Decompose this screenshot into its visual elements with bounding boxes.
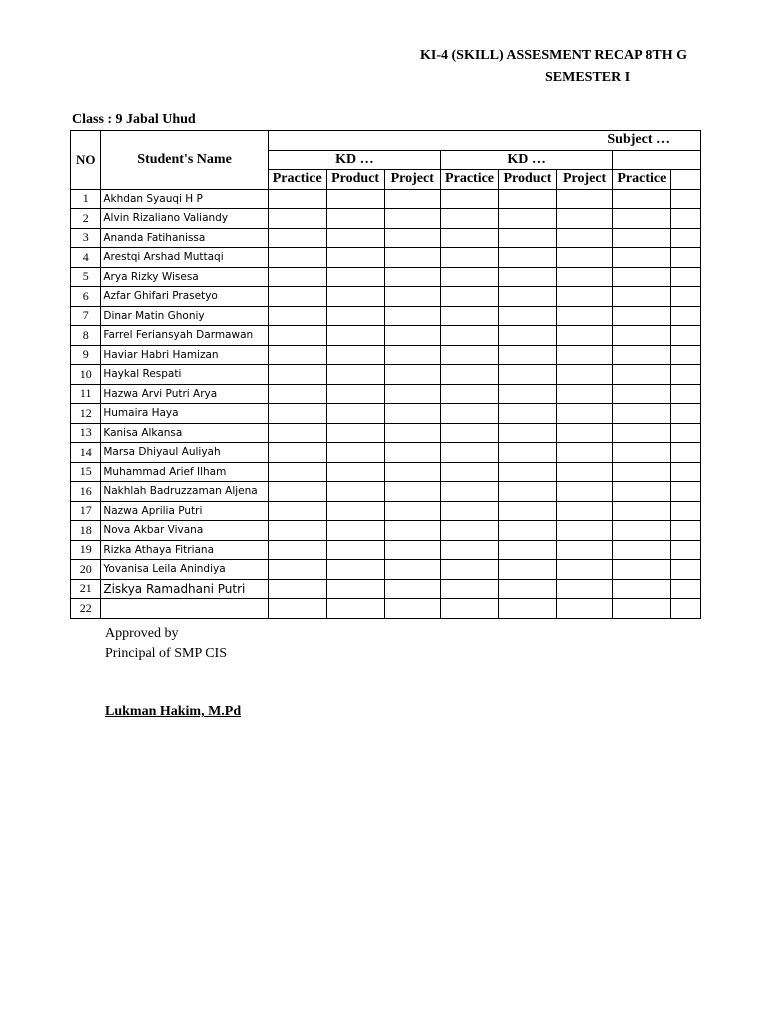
table-row (71, 384, 701, 404)
approved-label: Approved by (105, 626, 179, 641)
score-cell[interactable] (384, 404, 441, 424)
student-name: Farrel Feriansyah Darmawan (101, 326, 268, 346)
score-cell[interactable] (556, 423, 613, 443)
row-number: 10 (71, 365, 101, 385)
assessment-table-wrap (70, 130, 701, 619)
score-cell[interactable] (499, 423, 557, 443)
table-row (71, 287, 701, 307)
table-row (71, 443, 701, 463)
score-cell[interactable] (268, 345, 326, 365)
score-cell[interactable] (384, 462, 441, 482)
score-cell[interactable] (384, 326, 441, 346)
table-row (71, 209, 701, 229)
student-name: Yovanisa Leila Anindiya (101, 560, 268, 580)
table-row (71, 482, 701, 502)
student-name: Alvin Rizaliano Valiandy (101, 209, 268, 229)
score-cell[interactable] (268, 384, 326, 404)
score-cell[interactable] (268, 287, 326, 307)
row-number: 4 (71, 248, 101, 268)
score-cell[interactable] (384, 248, 441, 268)
score-cell[interactable] (613, 228, 671, 248)
row-number: 1 (71, 189, 101, 209)
score-cell[interactable] (671, 209, 701, 229)
score-cell[interactable] (441, 228, 499, 248)
score-cell[interactable] (613, 423, 671, 443)
score-cell[interactable] (556, 365, 613, 385)
score-cell[interactable] (556, 404, 613, 424)
score-cell[interactable] (326, 521, 384, 541)
score-cell[interactable] (326, 228, 384, 248)
table-row (71, 501, 701, 521)
score-cell[interactable] (671, 540, 701, 560)
score-cell[interactable] (268, 443, 326, 463)
score-cell[interactable] (441, 345, 499, 365)
score-cell[interactable] (441, 599, 499, 619)
row-number: 21 (71, 579, 101, 599)
subheader-empty (671, 170, 701, 190)
student-name (101, 599, 268, 619)
table-row (71, 326, 701, 346)
table-row (71, 599, 701, 619)
score-cell[interactable] (384, 501, 441, 521)
score-cell[interactable] (441, 306, 499, 326)
score-cell[interactable] (384, 228, 441, 248)
score-cell[interactable] (326, 189, 384, 209)
score-cell[interactable] (613, 345, 671, 365)
student-name: Nakhlah Badruzzaman Aljena (101, 482, 268, 502)
score-cell[interactable] (613, 579, 671, 599)
score-cell[interactable] (441, 404, 499, 424)
score-cell[interactable] (268, 560, 326, 580)
score-cell[interactable] (384, 540, 441, 560)
score-cell[interactable] (613, 326, 671, 346)
row-number: 5 (71, 267, 101, 287)
score-cell[interactable] (556, 384, 613, 404)
table-row (71, 423, 701, 443)
score-cell[interactable] (268, 267, 326, 287)
student-name: Ananda Fatihanissa (101, 228, 268, 248)
score-cell[interactable] (268, 228, 326, 248)
score-cell[interactable] (441, 579, 499, 599)
score-cell[interactable] (384, 423, 441, 443)
score-cell[interactable] (441, 287, 499, 307)
score-cell[interactable] (671, 462, 701, 482)
score-cell[interactable] (613, 365, 671, 385)
score-cell[interactable] (326, 267, 384, 287)
score-cell[interactable] (326, 287, 384, 307)
score-cell[interactable] (556, 540, 613, 560)
subheader-project: Project (384, 170, 441, 190)
score-cell[interactable] (326, 306, 384, 326)
score-cell[interactable] (384, 560, 441, 580)
row-number: 8 (71, 326, 101, 346)
row-number: 11 (71, 384, 101, 404)
score-cell[interactable] (441, 521, 499, 541)
score-cell[interactable] (613, 384, 671, 404)
score-cell[interactable] (268, 306, 326, 326)
student-name: Arestqi Arshad Muttaqi (101, 248, 268, 268)
score-cell[interactable] (556, 482, 613, 502)
score-cell[interactable] (556, 521, 613, 541)
row-number: 6 (71, 287, 101, 307)
row-number: 12 (71, 404, 101, 424)
score-cell[interactable] (326, 209, 384, 229)
score-cell[interactable] (268, 521, 326, 541)
score-cell[interactable] (326, 326, 384, 346)
score-cell[interactable] (556, 248, 613, 268)
score-cell[interactable] (613, 462, 671, 482)
table-row (71, 365, 701, 385)
score-cell[interactable] (326, 248, 384, 268)
score-cell[interactable] (613, 267, 671, 287)
student-name: Nazwa Aprilia Putri (101, 501, 268, 521)
table-row (71, 306, 701, 326)
table-row (71, 345, 701, 365)
score-cell[interactable] (268, 404, 326, 424)
header-kd-2: KD … (441, 150, 613, 170)
student-name: Dinar Matin Ghoniy (101, 306, 268, 326)
student-name: Hazwa Arvi Putri Arya (101, 384, 268, 404)
score-cell[interactable] (499, 228, 557, 248)
table-row (71, 521, 701, 541)
score-cell[interactable] (326, 560, 384, 580)
score-cell[interactable] (384, 521, 441, 541)
score-cell[interactable] (441, 423, 499, 443)
score-cell[interactable] (441, 267, 499, 287)
student-name: Nova Akbar Vivana (101, 521, 268, 541)
score-cell[interactable] (268, 189, 326, 209)
score-cell[interactable] (556, 560, 613, 580)
score-cell[interactable] (268, 326, 326, 346)
score-cell[interactable] (671, 384, 701, 404)
score-cell[interactable] (613, 599, 671, 619)
table-row (71, 560, 701, 580)
score-cell[interactable] (671, 326, 701, 346)
row-number: 22 (71, 599, 101, 619)
student-name: Rizka Athaya Fitriana (101, 540, 268, 560)
score-cell[interactable] (671, 287, 701, 307)
score-cell[interactable] (384, 209, 441, 229)
row-number: 7 (71, 306, 101, 326)
table-row (71, 228, 701, 248)
student-name: Muhammad Arief Ilham (101, 462, 268, 482)
row-number: 16 (71, 482, 101, 502)
score-cell[interactable] (556, 228, 613, 248)
subheader-practice: Practice (268, 170, 326, 190)
score-cell[interactable] (556, 579, 613, 599)
score-cell[interactable] (613, 443, 671, 463)
score-cell[interactable] (441, 482, 499, 502)
score-cell[interactable] (671, 579, 701, 599)
score-cell[interactable] (613, 501, 671, 521)
score-cell[interactable] (671, 228, 701, 248)
score-cell[interactable] (671, 560, 701, 580)
score-cell[interactable] (384, 267, 441, 287)
score-cell[interactable] (441, 501, 499, 521)
score-cell[interactable] (613, 287, 671, 307)
score-cell[interactable] (268, 423, 326, 443)
score-cell[interactable] (268, 540, 326, 560)
score-cell[interactable] (326, 345, 384, 365)
score-cell[interactable] (326, 365, 384, 385)
score-cell[interactable] (326, 599, 384, 619)
score-cell[interactable] (613, 560, 671, 580)
score-cell[interactable] (326, 482, 384, 502)
row-number: 15 (71, 462, 101, 482)
score-cell[interactable] (671, 482, 701, 502)
score-cell[interactable] (326, 579, 384, 599)
score-cell[interactable] (613, 540, 671, 560)
header-kd-3 (613, 150, 701, 170)
score-cell[interactable] (268, 209, 326, 229)
score-cell[interactable] (556, 189, 613, 209)
table-row (71, 579, 701, 599)
student-rows (71, 189, 701, 618)
document-subtitle: SEMESTER I (545, 70, 631, 85)
score-cell[interactable] (268, 365, 326, 385)
score-cell[interactable] (671, 501, 701, 521)
score-cell[interactable] (499, 326, 557, 346)
score-cell[interactable] (556, 306, 613, 326)
score-cell[interactable] (671, 248, 701, 268)
signer-name: Lukman Hakim, M.Pd (105, 704, 242, 719)
score-cell[interactable] (499, 501, 557, 521)
header-student-name: Student's Name (101, 131, 268, 190)
assessment-table (70, 130, 701, 619)
row-number: 14 (71, 443, 101, 463)
score-cell[interactable] (671, 267, 701, 287)
score-cell[interactable] (556, 443, 613, 463)
score-cell[interactable] (499, 462, 557, 482)
score-cell[interactable] (499, 404, 557, 424)
score-cell[interactable] (499, 267, 557, 287)
table-row (71, 248, 701, 268)
score-cell[interactable] (499, 287, 557, 307)
score-cell[interactable] (499, 248, 557, 268)
score-cell[interactable] (556, 326, 613, 346)
score-cell[interactable] (268, 599, 326, 619)
score-cell[interactable] (613, 482, 671, 502)
row-number: 20 (71, 560, 101, 580)
row-number: 3 (71, 228, 101, 248)
student-name: Kanisa Alkansa (101, 423, 268, 443)
score-cell[interactable] (613, 248, 671, 268)
score-cell[interactable] (671, 599, 701, 619)
score-cell[interactable] (441, 540, 499, 560)
score-cell[interactable] (671, 423, 701, 443)
student-name: Azfar Ghifari Prasetyo (101, 287, 268, 307)
score-cell[interactable] (268, 482, 326, 502)
score-cell[interactable] (384, 345, 441, 365)
score-cell[interactable] (499, 521, 557, 541)
row-number: 19 (71, 540, 101, 560)
table-row (71, 267, 701, 287)
score-cell[interactable] (613, 404, 671, 424)
score-cell[interactable] (556, 287, 613, 307)
score-cell[interactable] (671, 306, 701, 326)
subheader-project: Project (556, 170, 613, 190)
row-number: 17 (71, 501, 101, 521)
score-cell[interactable] (671, 404, 701, 424)
table-row (71, 189, 701, 209)
row-number: 13 (71, 423, 101, 443)
row-number: 9 (71, 345, 101, 365)
score-cell[interactable] (441, 462, 499, 482)
score-cell[interactable] (384, 189, 441, 209)
header-kd-1: KD … (268, 150, 440, 170)
score-cell[interactable] (441, 384, 499, 404)
subheader-practice: Practice (441, 170, 499, 190)
score-cell[interactable] (499, 560, 557, 580)
student-name: Marsa Dhiyaul Auliyah (101, 443, 268, 463)
score-cell[interactable] (268, 501, 326, 521)
student-name: Akhdan Syauqi H P (101, 189, 268, 209)
score-cell[interactable] (384, 306, 441, 326)
score-cell[interactable] (671, 345, 701, 365)
score-cell[interactable] (671, 443, 701, 463)
score-cell[interactable] (499, 345, 557, 365)
score-cell[interactable] (499, 482, 557, 502)
score-cell[interactable] (671, 365, 701, 385)
student-name: Haykal Respati (101, 365, 268, 385)
score-cell[interactable] (613, 306, 671, 326)
row-number: 18 (71, 521, 101, 541)
score-cell[interactable] (613, 189, 671, 209)
score-cell[interactable] (499, 540, 557, 560)
score-cell[interactable] (268, 462, 326, 482)
score-cell[interactable] (556, 599, 613, 619)
score-cell[interactable] (441, 248, 499, 268)
score-cell[interactable] (499, 306, 557, 326)
header-no: NO (71, 131, 101, 190)
score-cell[interactable] (384, 599, 441, 619)
score-cell[interactable] (556, 501, 613, 521)
score-cell[interactable] (326, 423, 384, 443)
score-cell[interactable] (384, 482, 441, 502)
score-cell[interactable] (326, 404, 384, 424)
score-cell[interactable] (499, 384, 557, 404)
row-number: 2 (71, 209, 101, 229)
score-cell[interactable] (499, 365, 557, 385)
score-cell[interactable] (613, 209, 671, 229)
score-cell[interactable] (499, 209, 557, 229)
score-cell[interactable] (499, 189, 557, 209)
score-cell[interactable] (384, 579, 441, 599)
score-cell[interactable] (326, 384, 384, 404)
title-clip (0, 40, 701, 100)
score-cell[interactable] (326, 443, 384, 463)
score-cell[interactable] (384, 384, 441, 404)
document-title: KI-4 (SKILL) ASSESMENT RECAP 8TH G (420, 48, 687, 63)
subheader-practice: Practice (613, 170, 671, 190)
score-cell[interactable] (499, 599, 557, 619)
score-cell[interactable] (326, 462, 384, 482)
class-label: Class : 9 Jabal Uhud (72, 112, 196, 127)
score-cell[interactable] (556, 209, 613, 229)
score-cell[interactable] (441, 326, 499, 346)
score-cell[interactable] (556, 462, 613, 482)
score-cell[interactable] (441, 560, 499, 580)
score-cell[interactable] (556, 345, 613, 365)
score-cell[interactable] (326, 540, 384, 560)
student-name: Haviar Habri Hamizan (101, 345, 268, 365)
score-cell[interactable] (441, 365, 499, 385)
score-cell[interactable] (384, 443, 441, 463)
score-cell[interactable] (384, 287, 441, 307)
score-cell[interactable] (326, 501, 384, 521)
table-row (71, 404, 701, 424)
score-cell[interactable] (268, 579, 326, 599)
score-cell[interactable] (441, 443, 499, 463)
score-cell[interactable] (671, 189, 701, 209)
subheader-product: Product (326, 170, 384, 190)
score-cell[interactable] (441, 189, 499, 209)
table-row (71, 462, 701, 482)
student-name: Arya Rizky Wisesa (101, 267, 268, 287)
student-name: Ziskya Ramadhani Putri (101, 579, 268, 599)
score-cell[interactable] (499, 443, 557, 463)
score-cell[interactable] (499, 579, 557, 599)
score-cell[interactable] (671, 521, 701, 541)
score-cell[interactable] (556, 267, 613, 287)
principal-label: Principal of SMP CIS (105, 646, 227, 661)
subheader-product: Product (499, 170, 557, 190)
score-cell[interactable] (613, 521, 671, 541)
score-cell[interactable] (441, 209, 499, 229)
student-name: Humaira Haya (101, 404, 268, 424)
header-subject: Subject … (268, 131, 700, 151)
score-cell[interactable] (268, 248, 326, 268)
table-row (71, 540, 701, 560)
score-cell[interactable] (384, 365, 441, 385)
